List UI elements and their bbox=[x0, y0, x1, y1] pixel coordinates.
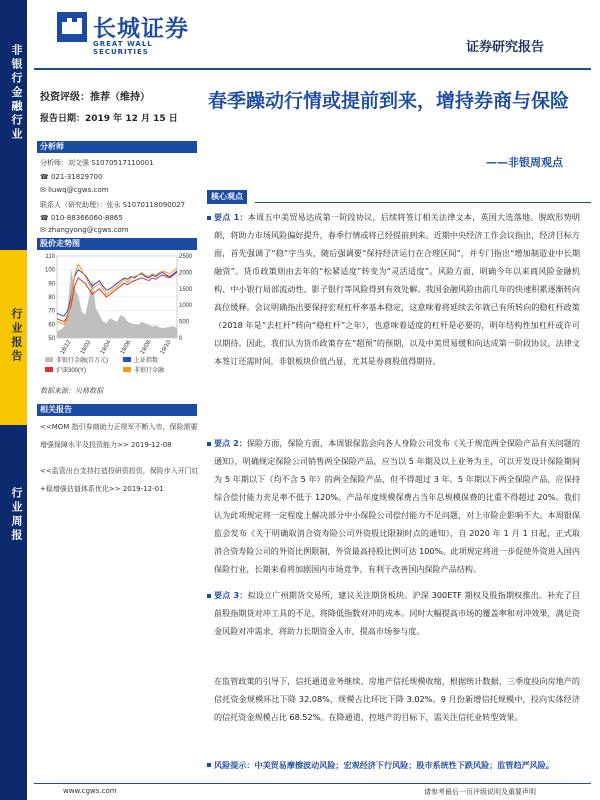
footer-divider bbox=[34, 783, 591, 784]
x-tick-label: 19/02 bbox=[79, 339, 93, 356]
y-left-tick-label: 90 bbox=[48, 281, 55, 288]
legend-swatch bbox=[45, 357, 53, 362]
core-views-divider bbox=[255, 202, 591, 203]
point-2-text: 保险方面，保险方面，本周银保监会向各人身险公司发布《关于规范两全保险产品有关问题的通知》，明确规定保险公司销售两全保险产品，应当以 5 年期及以上业务为主，可以开发设计保险期间为 5 年期以下（均不含 5 年）的两全保险产品，但不得超过 3 年。5 年期以下两全保险产品，应保持综合偿付能力充足率不低于 120%。产品年度规模保费占当年总规模保费的比重不得超过 20%。我们认为此项规定将一定程度上解决部分中小保险公司偿付能力不足问题，对上市险企影响不大。本周银保监会发布《关于明确取消合资寿险公司外资股比限制时点的通知》，自 2020 年 1 月 1 日起，正式取消合资寿险公司的外资比例限制，外资最高持股比例可达 100%。此项规定将进一步促使外资进入国内保险行业，长期来看将加剧国内市场竞争，有利于改善国内保险产品结构。 bbox=[214, 438, 580, 574]
header-divider bbox=[34, 68, 591, 70]
y-left-tick-label: 60 bbox=[48, 322, 55, 329]
trust-paragraph: 在监管政策的引导下，信托通道业务继续、房地产信托规模收缩，根据统计数据，三季度投向房地产的信托资金规模环比下降 32.08%，规模占比环比下降 3.02%。9 月份新增信托规模中，投向实体经济的信托资金规模占比 68.52%。在降通道、控地产的目标下，需关注信托业转型效果。 bbox=[214, 676, 580, 722]
y-right-tick-label: 2500 bbox=[179, 254, 193, 260]
y-left-tick-label: 100 bbox=[44, 267, 55, 274]
chart-section-header: 股价走势图 bbox=[37, 238, 197, 250]
analyst-phone: ☎ 021-31829700 bbox=[40, 173, 103, 181]
report-type: 证券研究报告 bbox=[466, 40, 545, 55]
y-left-tick-label: 50 bbox=[48, 336, 55, 342]
y-left-tick-label: 110 bbox=[45, 254, 55, 260]
footer-disclaimer: 请参考最后一页评级说明及重要声明 bbox=[424, 788, 536, 796]
legend-swatch bbox=[123, 367, 131, 372]
core-point-1 bbox=[214, 208, 580, 370]
point-2-label: 要点 2： bbox=[214, 438, 247, 448]
x-tick-label: 18/12 bbox=[59, 339, 73, 356]
bullet-icon bbox=[207, 216, 211, 220]
analyst-name: 分析师：刘文强 S1070517110001 bbox=[40, 159, 154, 167]
company-logo bbox=[57, 10, 201, 54]
contact-name: 联系人（研究助理）：张永 S1070118090027 bbox=[40, 201, 186, 209]
y-right-tick-label: 500 bbox=[179, 319, 190, 326]
sidebar-mid-block bbox=[0, 250, 27, 425]
price-trend-chart bbox=[37, 250, 197, 380]
y-right-tick-label: 2000 bbox=[179, 270, 193, 277]
footer-website[interactable]: www.cgws.com bbox=[63, 787, 117, 795]
related-report-2[interactable]: <<监管出台支持打造投研资投资，保险步入开门红+稳增强估值体系优化>> 2019-12-01 bbox=[40, 467, 199, 493]
point-1-text: 本周五中美贸易达成第一阶段协议，后续将签订相关法律文本，英国大选落地。脱欧形势明朗，将助力市场风险偏好提升，春季行情或将已经提前到来。近期中央经济工作会议指出，经济目标方面，首先强调了“稳”字当头，随后强调要“保持经济运行在合理区间”，并专门指出“增加制造业中长期融资”。货币政策则由去年的“松紧适度”转变为“灵活适度”。风险方面，明确今年以来商风险金融机构、中小银行局部流动性、影子银行等风险得到有效处解。我国金融风险由前几年的快速积累逐渐转向高位缓释。会议明确指出要保持宏观杠杆率基本稳定，这意味着将延续去年就已有所转向的稳杠杆政策（2018 年是“去杠杆”转向“稳杠杆”之年），也意味着适度的杠杆是必要的，明年结构性加杠杆或许可以期待。因此，我们认为货币政策存在“超预”的预期，以及中美贸易缓和向达成第一阶段协议，法律文本签订还需时间，非银板块价值凸显，尤其是券商股值得期待。 bbox=[214, 212, 580, 366]
core-views-label: 核心观点 bbox=[207, 190, 247, 204]
point-3-text: 拟设立广州期货交易所，建议关注期货板块。沪深 300ETF 期权及股指期权推出。补充了目前股指期货对冲工具的不足，将降低指数对冲的成本。同时大幅提高市场的覆盖率和对冲效果，满足资金风险对冲需求，将助力长期资金入市，提高市场参与度。 bbox=[214, 590, 580, 636]
report-subtitle: ——非银周观点 bbox=[486, 156, 563, 169]
legend-swatch bbox=[123, 357, 131, 362]
contact-email: ✉ zhangyong@cgws.com bbox=[40, 226, 129, 234]
analyst-email: ✉ liuwq@cgws.com bbox=[40, 186, 109, 194]
legend-label: 非银行金融(百万元) bbox=[56, 358, 108, 364]
y-left-tick-label: 80 bbox=[48, 295, 55, 301]
bullet-icon bbox=[207, 763, 211, 767]
left-sidebar bbox=[0, 0, 27, 800]
logo-emblem-icon bbox=[57, 12, 87, 42]
x-tick-label: 19/06 bbox=[119, 339, 133, 356]
sidebar-bottom-label: 行业周报 bbox=[10, 487, 23, 543]
sidebar-top-label: 非银行金融行业 bbox=[10, 44, 23, 142]
y-right-tick-label: 1500 bbox=[179, 286, 193, 293]
y-left-tick-label: 70 bbox=[48, 308, 55, 315]
contact-phone: ☎ 010-88366060-8865 bbox=[40, 214, 123, 222]
legend-label: 沪深300(Y) bbox=[56, 368, 87, 374]
report-title: 春季躁动行情或提前到来，增持券商与保险 bbox=[208, 90, 570, 112]
chart-source: 数据来源：贝格数据 bbox=[40, 387, 103, 395]
y-right-tick-label: 1000 bbox=[179, 303, 193, 310]
sidebar-mid-label: 行业报告 bbox=[10, 308, 23, 364]
related-section-header: 相关报告 bbox=[37, 404, 197, 416]
bullet-icon bbox=[207, 594, 211, 598]
core-views-header bbox=[207, 190, 591, 204]
point-1-label: 要点 1： bbox=[214, 212, 248, 222]
bullet-icon bbox=[207, 442, 211, 446]
logo-text-en: GREAT WALL SECURITIES bbox=[93, 40, 153, 56]
core-point-3 bbox=[214, 586, 580, 640]
y-right-tick-label: 0 bbox=[179, 336, 183, 342]
x-tick-label: 19/10 bbox=[159, 339, 173, 356]
report-date: 报告日期：2019 年 12 月 15 日 bbox=[40, 114, 178, 124]
logo-text-cn: 长城证券 bbox=[93, 15, 189, 42]
risk-warning: 风险提示：中美贸易摩擦波动风险；宏观经济下行风险；股市系统性下跌风险；监管趋严风险。 bbox=[214, 760, 554, 770]
investment-rating: 投资评级：推荐（维持） bbox=[40, 92, 150, 103]
x-tick-label: 19/04 bbox=[99, 339, 113, 356]
analyst-section-header: 分析师 bbox=[37, 141, 197, 153]
core-point-2 bbox=[214, 434, 580, 578]
price-chart-svg bbox=[37, 250, 197, 380]
sidebar-bottom-block bbox=[0, 425, 27, 800]
related-report-1[interactable]: <<MOM 指引券商助力正规军不断入市，保险需要增强保障水平及投资能力>> 2019-12-08 bbox=[40, 423, 198, 449]
point-3-label: 要点 3： bbox=[214, 590, 248, 600]
legend-swatch bbox=[45, 367, 53, 372]
x-tick-label: 19/08 bbox=[139, 339, 153, 356]
legend-label: 非银行金融 bbox=[134, 368, 165, 374]
legend-label: 上证指数 bbox=[134, 358, 159, 364]
sidebar-top-block bbox=[0, 0, 27, 250]
